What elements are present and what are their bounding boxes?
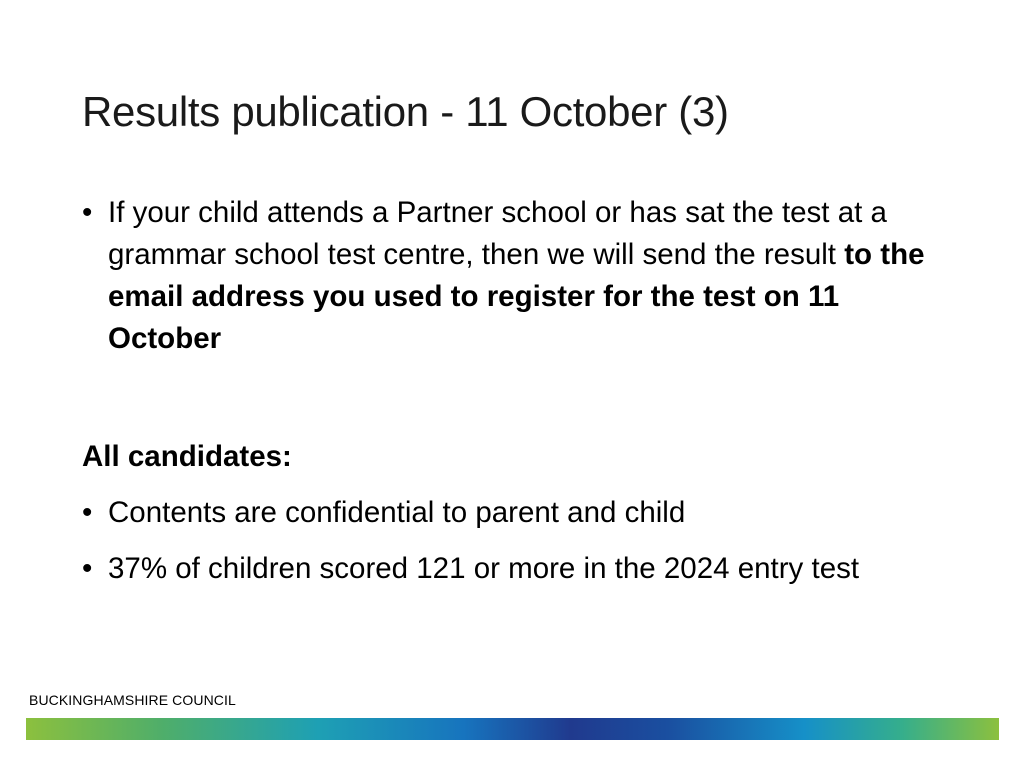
bullet-partner-school	[82, 192, 952, 360]
bullet-icon: •	[82, 196, 93, 229]
bullet-statistics	[82, 548, 952, 590]
slide-content	[82, 192, 952, 590]
bullet-icon: •	[82, 496, 93, 529]
bullet-icon: •	[82, 552, 93, 585]
all-candidates-heading: All candidates:	[82, 440, 292, 473]
bullet-text-bold: to the email address you used to register for the test on 11 October	[108, 238, 925, 355]
bullet-confidential	[82, 492, 952, 534]
slide-title: Results publication - 11 October (3)	[82, 88, 729, 135]
council-logo-text: BUCKINGHAMSHIRE COUNCIL	[29, 692, 236, 708]
footer-gradient-bar	[26, 718, 999, 740]
bullet-text: If your child attends a Partner school or has sat the test at a grammar school test centre, then we will send the result	[108, 196, 887, 271]
bullet-text: 37% of children scored 121 or more in the 2024 entry test	[108, 552, 860, 585]
bullet-text: Contents are confidential to parent and child	[108, 496, 686, 529]
